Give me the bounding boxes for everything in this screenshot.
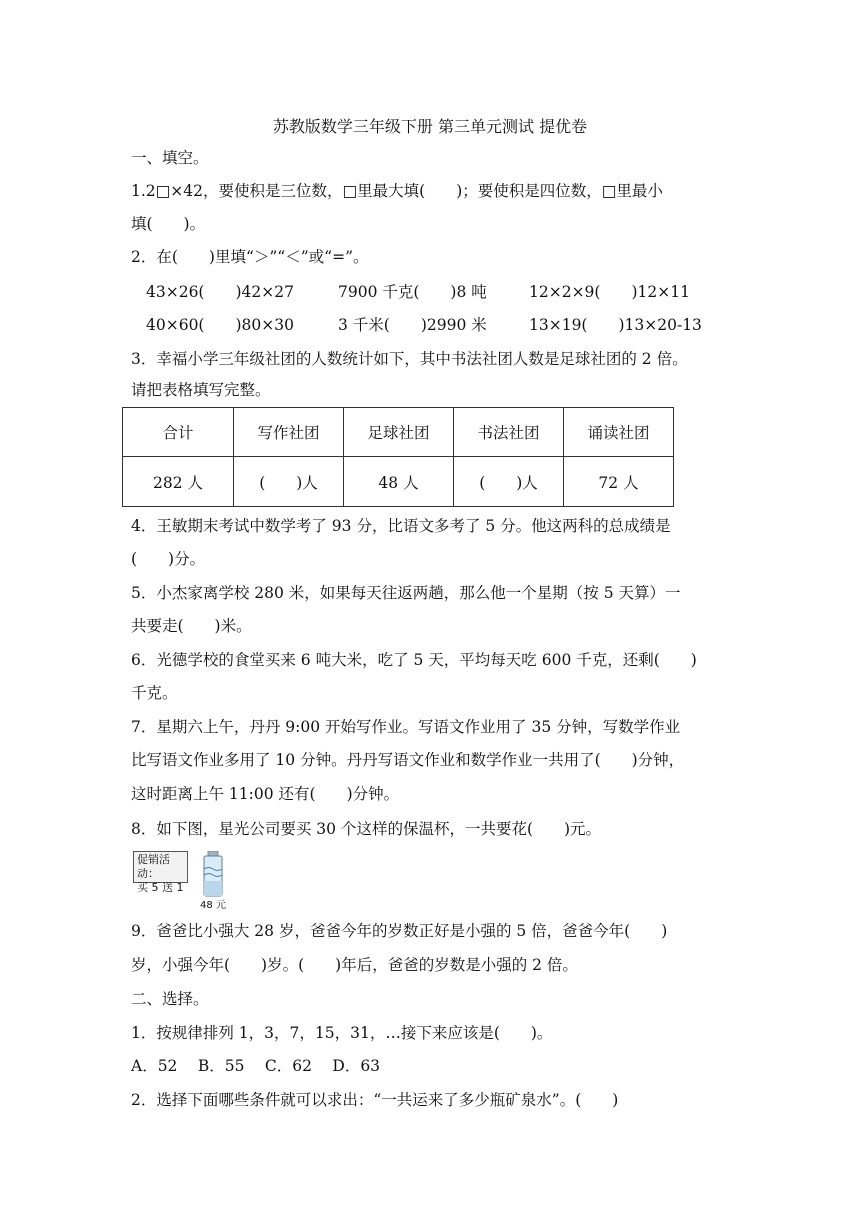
question-4-line-2: ( )分。 [131,550,206,568]
question-3-line-2: 请把表格填写完整。 [131,381,271,399]
thermos-cup-icon [201,851,225,897]
question-6-line-1: 6．光德学校的食堂买来 6 吨大米，吃了 5 天，平均每天吃 600 千克，还剩( ) [131,651,697,669]
table-header-row [123,408,674,457]
question-3-line-1: 3．幸福小学三年级社团的人数统计如下，其中书法社团人数是足球社团的 2 倍。 [131,350,688,368]
question-7-line-3: 这时距离上午 11:00 还有( )分钟。 [131,785,400,803]
question-6-line-2: 千克。 [131,684,178,702]
question-7-line-2: 比写语文作业多用了 10 分钟。丹丹写语文作业和数学作业一共用了( )分钟， [131,751,685,769]
question-1-line-1: 1.2□×42，要使积是三位数，□里最大填( )；要使积是四位数，□里最小 [131,182,663,200]
table-cell: 282 人 [123,457,234,507]
compare-item: 13×19( )13×20-13 [529,316,702,334]
question-2: 2．在( )里填“＞”“＜”或“=”。 [131,248,369,266]
question-9-line-1: 9．爸爸比小强大 28 岁，爸爸今年的岁数正好是小强的 5 倍，爸爸今年( ) [131,922,668,940]
compare-item: 40×60( )80×30 [146,316,294,334]
table-header-cell: 诵读社团 [564,408,674,457]
choice-question-2: 2．选择下面哪些条件就可以求出：“一共运来了多少瓶矿泉水”。( ) [131,1091,619,1109]
table-header-cell: 合计 [123,408,234,457]
table-header-cell: 写作社团 [234,408,344,457]
page-title: 苏教版数学三年级下册 第三单元测试 提优卷 [272,117,588,136]
question-8: 8．如下图，星光公司要买 30 个这样的保温杯，一共要花( )元。 [131,820,602,838]
question-5-line-1: 5．小杰家离学校 280 米，如果每天往返两趟，那么他一个星期（按 5 天算）一 [131,584,681,602]
table-cell: ( )人 [234,457,344,507]
compare-item: 12×2×9( )12×11 [529,283,690,301]
question-7-line-1: 7．星期六上午，丹丹 9:00 开始写作业。写语文作业用了 35 分钟，写数学作业 [131,718,681,736]
cup-price-label: 48 元 [200,900,226,911]
compare-item: 3 千米( )2990 米 [338,316,487,334]
section-choice-heading: 二、选择。 [131,990,209,1008]
table-cell: 72 人 [564,457,674,507]
section-fill-blank-heading: 一、填空。 [131,149,209,167]
table-cell: 48 人 [344,457,454,507]
promotion-box [133,851,188,894]
table-value-row [123,457,674,507]
compare-item: 7900 千克( )8 吨 [338,283,487,301]
club-table [122,407,674,507]
choice-question-1-options: A．52 B．55 C．62 D．63 [131,1057,381,1075]
question-4-line-1: 4．王敏期末考试中数学考了 93 分，比语文多考了 5 分。他这两科的总成绩是 [131,517,671,535]
promotion-offer: 买 5 送 1 [137,881,184,894]
question-9-line-2: 岁，小强今年( )岁。( )年后，爸爸的岁数是小强的 2 倍。 [131,956,578,974]
compare-item: 43×26( )42×27 [146,283,294,301]
question-5-line-2: 共要走( )米。 [131,617,252,635]
question-1-line-2: 填( )。 [131,215,206,233]
promotion-title: 促销活动： [137,853,170,880]
table-header-cell: 足球社团 [344,408,454,457]
choice-question-1: 1．按规律排列 1，3，7，15，31，…接下来应该是( )。 [131,1024,553,1042]
table-header-cell: 书法社团 [454,408,564,457]
table-cell: ( )人 [454,457,564,507]
